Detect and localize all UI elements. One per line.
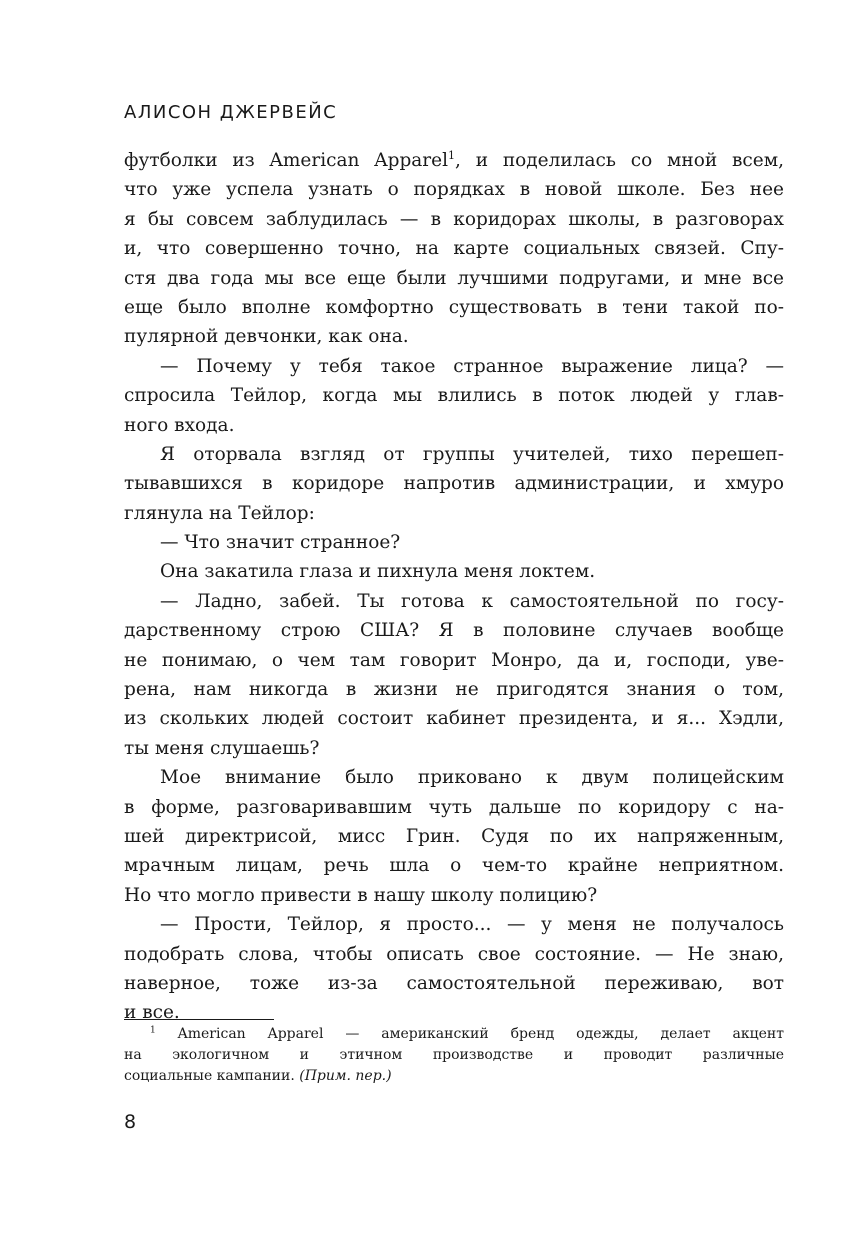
footnote-marker: 1 <box>150 1025 156 1036</box>
text-line: рена, нам никогда в жизни не пригодятся знания о том, <box>124 679 784 701</box>
text-line: спросила Тейлор, когда мы влились в поток людей у глав- <box>124 385 784 407</box>
footnote-line <box>124 1024 784 1045</box>
text-line: глянула на Тейлор: <box>124 502 315 524</box>
text-line: еще было вполне комфортно существовать в тени такой по- <box>124 296 784 318</box>
text-line: ного входа. <box>124 414 235 436</box>
text-line: не понимаю, о чем там говорит Монро, да и, господи, уве- <box>124 649 784 671</box>
text-line: Она закатила глаза и пихнула меня локтем. <box>160 561 596 583</box>
text-line: стя два года мы все еще были лучшими подругами, и мне все <box>124 267 784 289</box>
footnote-divider <box>124 1019 274 1020</box>
text-line: подобрать слова, чтобы описать свое состояние. — Не знаю, <box>124 943 784 965</box>
text-line: Я оторвала взгляд от группы учителей, тихо перешеп- <box>160 443 784 465</box>
text-line: шей директрисой, мисс Грин. Судя по их напряженным, <box>124 825 784 847</box>
text-line: — Прости, Тейлор, я просто... — у меня не получалось <box>160 914 784 936</box>
footnote-reference: 1 <box>448 148 456 162</box>
text-line: пулярной девчонки, как она. <box>124 326 409 348</box>
text-line: Но что могло привести в нашу школу полицию? <box>124 884 598 906</box>
text-line: и все. <box>124 1002 180 1024</box>
text-line: из скольких людей состоит кабинет президента, и я... Хэдли, <box>124 708 784 730</box>
text-line: дарственному строю США? Я в половине случаев вообще <box>124 620 784 642</box>
text-span: , и поделилась со мной всем, <box>455 150 784 171</box>
text-line: наверное, тоже из-за самостоятельной переживаю, вот <box>124 972 784 994</box>
text-line <box>124 146 784 175</box>
text-line: и, что совершенно точно, на карте социальных связей. Спу- <box>124 238 784 260</box>
footnote-text: American Apparel — американский бренд одежды, делает акцент <box>177 1026 785 1042</box>
text-line: тывавшихся в коридоре напротив администрации, и хмуро <box>124 473 784 495</box>
text-line: — Почему у тебя такое странное выражение лица? — <box>160 355 784 377</box>
text-line: ты меня слушаешь? <box>124 737 320 759</box>
footnote-line <box>124 1066 784 1087</box>
text-span: футболки из American Apparel <box>124 150 449 171</box>
text-line: что уже успела узнать о порядках в новой школе. Без нее <box>124 179 784 201</box>
footnote <box>124 1024 784 1087</box>
text-line: — Ладно, забей. Ты готова к самостоятельной по госу- <box>160 590 784 612</box>
text-line: мрачным лицам, речь шла о чем-то крайне неприятном. <box>124 855 784 877</box>
text-line: в форме, разговаривавшим чуть дальше по коридору с на- <box>124 796 784 818</box>
footnote-line: на экологичном и этичном производстве и проводит различные <box>124 1047 784 1063</box>
text-line: — Что значит странное? <box>160 532 401 554</box>
text-line: Мое внимание было приковано к двум полицейским <box>160 767 784 789</box>
footnote-text: социальные кампании. <box>124 1068 300 1084</box>
page-number: 8 <box>124 1111 137 1133</box>
body-text <box>124 146 784 1028</box>
running-header-author: АЛИСОН ДЖЕРВЕЙС <box>124 102 338 123</box>
translator-note: (Прим. пер.) <box>299 1068 392 1084</box>
text-line: я бы совсем заблудилась — в коридорах школы, в разговорах <box>124 208 784 230</box>
